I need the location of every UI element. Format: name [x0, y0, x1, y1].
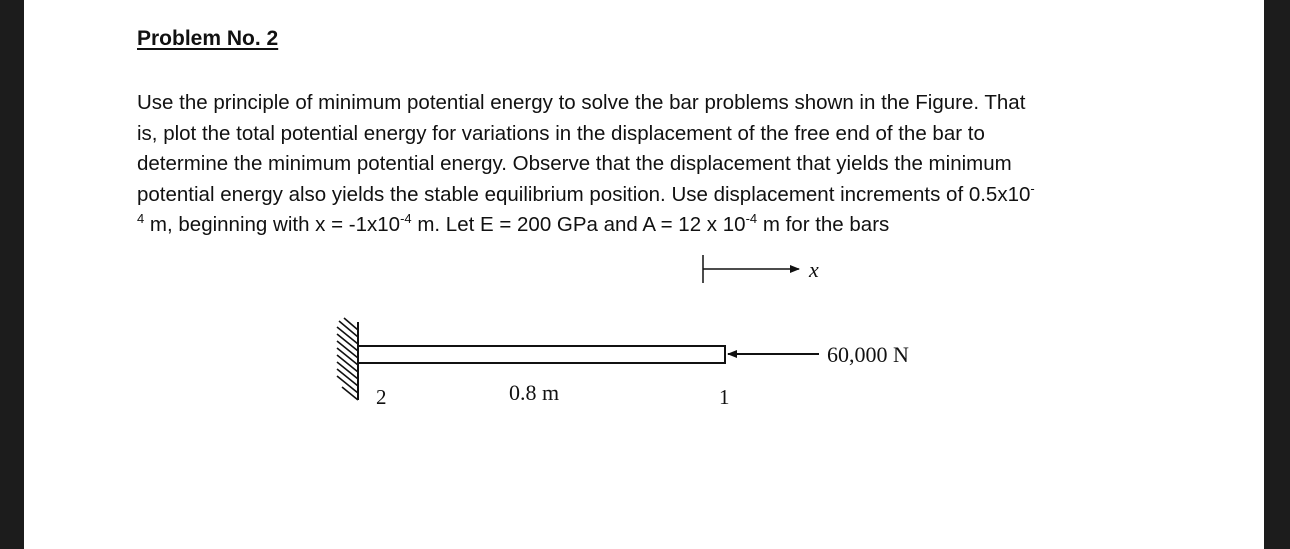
force-label: 60,000 N: [827, 342, 909, 367]
statement-line-5-text-c: m for the bars: [757, 213, 890, 236]
statement-line-5-text-b: m. Let E = 200 GPa and A = 12 x 10: [411, 213, 746, 236]
statement-line-5-text-a: m, beginning with x = -1x10: [144, 213, 401, 236]
statement-line-2: is, plot the total potential energy for variations in the displacement of the free end of the bar to: [137, 121, 985, 145]
node-2-label: 2: [376, 385, 387, 409]
statement-line-5-superscript-2: -4: [400, 211, 412, 226]
statement-line-5-superscript-1: 4: [137, 211, 145, 226]
statement-line-5-superscript-3: -4: [745, 211, 758, 226]
displacement-axis-indicator: [703, 255, 819, 283]
statement-line-1: Use the principle of minimum potential energy to solve the bar problems shown in the Figure. That: [137, 91, 1026, 114]
statement-line-4-text: potential energy also yields the stable equilibrium position. Use displacement increments of 0.5x10: [137, 182, 1031, 206]
node-1-label: 1: [719, 385, 730, 409]
wall-hatching: [337, 318, 358, 400]
fixed-wall-support: [337, 318, 358, 400]
length-label: 0.8 m: [509, 380, 560, 405]
problem-heading: Problem No. 2: [137, 27, 279, 50]
applied-force: [728, 342, 909, 367]
statement-line-4-superscript: -: [1030, 180, 1035, 196]
x-axis-label: x: [809, 257, 819, 282]
bar-element: [358, 346, 725, 363]
bar-figure: [24, 0, 1264, 549]
document-page: [24, 0, 1264, 549]
statement-line-3: determine the minimum potential energy. Observe that the displacement that yields the minimum: [137, 152, 1012, 175]
